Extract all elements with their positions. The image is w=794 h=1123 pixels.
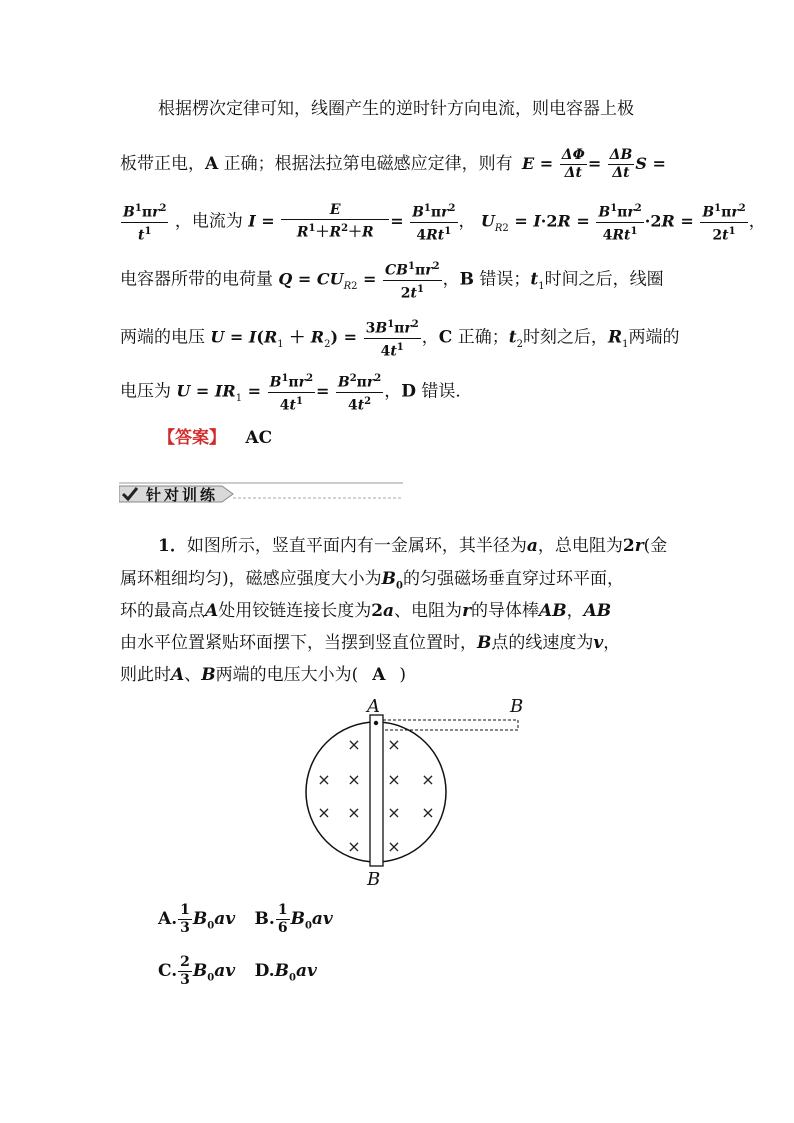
question-answer: A bbox=[372, 665, 386, 685]
solution-line-1: 根据楞次定律可知，线圈产生的逆时针方向电流，则电容器上极 bbox=[158, 99, 634, 119]
option-d[interactable]: $D.B_0av$ bbox=[254, 961, 317, 984]
question-line-1: 1．如图所示，竖直平面内有一金属环，其半径为a，总电阻为2r(金 bbox=[158, 536, 668, 556]
ring-diagram bbox=[300, 694, 540, 894]
section-header bbox=[119, 482, 403, 506]
answer-line bbox=[158, 427, 272, 449]
rod-horizontal bbox=[383, 720, 518, 730]
option-a[interactable]: A. $\frac{1}{3}$ $B_0av$ bbox=[158, 902, 236, 936]
question-line-3: 环的最高点A处用铰链连接长度为2a、电阻为r的导体棒AB，AB bbox=[120, 601, 612, 621]
field-cross: × bbox=[387, 735, 401, 754]
field-cross: × bbox=[387, 803, 401, 822]
ring-figure bbox=[300, 694, 540, 894]
field-cross: × bbox=[387, 837, 401, 856]
solution-line-2: 板带正电，A 正确；根据法拉第电磁感应定律，则有 E = $\frac{\Delta\Phi}{\Delta t}$ = $\frac{\Delta B}{\Delta t}$ S = bbox=[120, 147, 666, 181]
label-a: A bbox=[367, 696, 380, 717]
answer-value: AC bbox=[245, 428, 273, 448]
field-cross: × bbox=[347, 735, 361, 754]
solution-line-3: $\frac{B^1\pi r^2}{t^1}$ ，电流为 I = $\frac{E}{R^1+R^2+R}$ = $\frac{B^1\pi r^2}{4Rt^1}$ ， $U_{R2} = I\cdot 2R$ = $\frac{B^1\pi r^2}{4Rt^1}$ ·2R = $\frac{B^1\pi r^2}{2t^1}$ ， bbox=[120, 200, 766, 244]
field-cross: × bbox=[347, 837, 361, 856]
field-cross: × bbox=[387, 770, 401, 789]
question-line-4: 由水平位置紧贴环面摆下，当摆到竖直位置时，B点的线速度为v， bbox=[120, 633, 621, 653]
question-line-2: 属环粗细均匀)，磁感应强度大小为$B_0$的匀强磁场垂直穿过环平面， bbox=[120, 569, 624, 592]
label-b-top: B bbox=[510, 696, 524, 717]
solution-line-6: 电压为 $U = IR_1$ = $\frac{B^1\pi r^2}{4t^1}$ = $\frac{B^2\pi r^2}{4t^2}$ ，D 错误． bbox=[120, 370, 472, 414]
field-cross: × bbox=[317, 803, 331, 822]
question-line-5: 则此时A、B两端的电压大小为( A ) bbox=[120, 665, 407, 685]
field-cross: × bbox=[347, 803, 361, 822]
options-row-2 bbox=[158, 954, 317, 989]
options-row-1 bbox=[158, 902, 333, 937]
option-c[interactable]: C. $\frac{2}{3}$ $B_0av$ bbox=[158, 954, 236, 988]
field-cross: × bbox=[347, 770, 361, 789]
label-b-bottom: B bbox=[367, 869, 381, 890]
rod-vertical bbox=[370, 715, 383, 866]
section-title: 针对训练 bbox=[146, 486, 219, 504]
solution-line-4: 电容器所带的电荷量 $Q = CU_{R2}$ = $\frac{CB^1\pi r^2}{2t^1}$ ，B 错误；$t_1$时间之后，线圈 bbox=[120, 258, 664, 302]
field-cross: × bbox=[421, 770, 435, 789]
answer-label: 【答案】 bbox=[158, 428, 226, 448]
field-cross: × bbox=[317, 770, 331, 789]
solution-line-5: 两端的电压 $U = I(R_1 + R_2)$ = $\frac{3B^1\pi r^2}{4t^1}$ ，C 正确；$t_2$时刻之后，$R_1$两端的 bbox=[120, 316, 679, 360]
hinge-point bbox=[374, 721, 378, 725]
option-b[interactable]: B. $\frac{1}{6}$ $B_0av$ bbox=[254, 902, 333, 936]
field-cross: × bbox=[421, 803, 435, 822]
